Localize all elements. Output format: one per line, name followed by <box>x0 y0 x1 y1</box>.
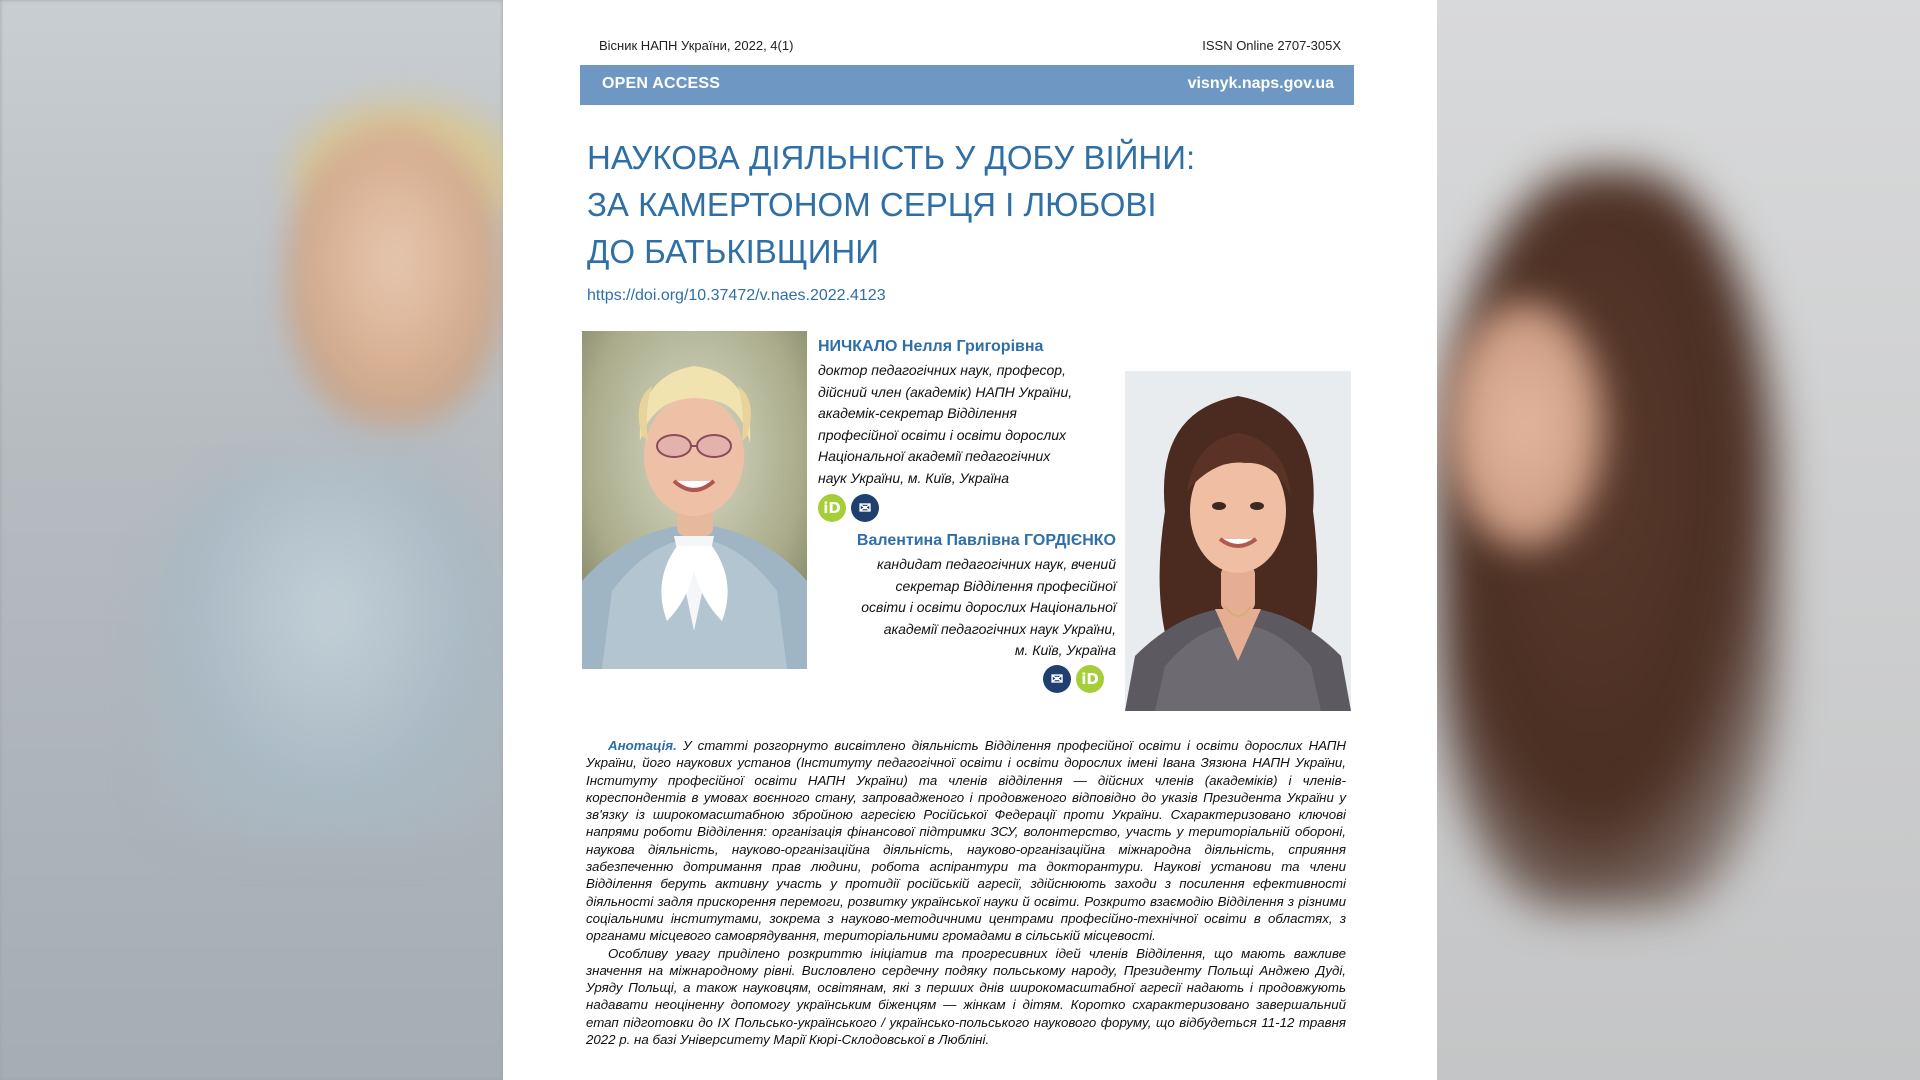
affiliation-line: академік-секретар Відділення <box>818 405 1017 421</box>
orcid-icon[interactable]: iD <box>1076 665 1104 693</box>
open-access-label: OPEN ACCESS <box>602 75 721 92</box>
abstract-paragraph-1 <box>586 737 1346 945</box>
background-blur-face-right <box>1445 300 1605 550</box>
author-photo-nychkalo <box>582 331 807 669</box>
abstract <box>586 737 1346 1048</box>
background-blur-face <box>285 125 505 425</box>
background-blur-hair-right <box>1440 170 1780 910</box>
affiliation-line: м. Київ, Україна <box>1014 642 1116 658</box>
affiliation-line: секретар Відділення професійної <box>895 577 1116 594</box>
author-name: НИЧКАЛО Нелля Григорівна <box>818 338 1044 355</box>
author-block-hordiienko <box>803 532 1116 662</box>
affiliation-line: дійсний член (академік) НАПН України, <box>818 383 1073 400</box>
title-line-2: ЗА КАМЕРТОНОМ СЕРЦЯ І ЛЮБОВІ <box>587 186 1157 223</box>
affiliation-line: професійної освіти і освіти дорослих <box>818 426 1067 443</box>
affiliation-line: освіти і освіти дорослих Національної <box>861 599 1116 615</box>
open-access-banner <box>580 65 1354 105</box>
doi-link[interactable]: https://doi.org/10.37472/v.naes.2022.4123 <box>587 287 886 304</box>
affiliation-line: наук України, м. Київ, Україна <box>818 469 1010 486</box>
abstract-paragraph-2: Особливу увагу приділено розкриттю ініціатив та прогресивних ідей членів Відділення, що мають важливе значення на міжнародному рівні. Висловлено сердечну подяку польському народу, Президенту Польщі Анджею Дуді, Уряду Польщі, а також науковцям, освітянам, які з перших днів широкомасштабної агресії надають і продовжують надавати неоціненну допомогу українським біженцям — жінкам і дітям. Коротко схарактеризовано завершальний етап підготовки до IX Польсько-українського / українсько-польського наукового форуму, що відбудеться 11-12 травня 2022 р. на базі Університету Марії Кюрі-Склодовської в Любліні. <box>586 945 1346 1048</box>
author-block-nychkalo <box>818 338 1118 489</box>
author-affiliation <box>818 360 1118 489</box>
orcid-icon[interactable]: iD <box>818 494 846 522</box>
title-line-1: НАУКОВА ДІЯЛЬНІСТЬ У ДОБУ ВІЙНИ: <box>587 139 1196 176</box>
journal-citation: Вісник НАПН України, 2022, 4(1) <box>599 38 794 53</box>
mail-icon[interactable]: ✉ <box>851 494 879 522</box>
portrait-illustration-2 <box>1125 371 1351 711</box>
author2-contact-icons <box>1043 665 1104 693</box>
background-blur-body <box>150 460 510 840</box>
author-name: Валентина Павлівна ГОРДІЄНКО <box>856 532 1116 549</box>
author-affiliation <box>803 554 1116 662</box>
author1-contact-icons <box>818 494 879 522</box>
journal-site-link[interactable]: visnyk.naps.gov.ua <box>1187 75 1334 92</box>
article-title <box>587 134 1287 275</box>
issn-label: ISSN Online 2707-305X <box>1202 38 1341 53</box>
title-line-3: ДО БАТЬКІВЩИНИ <box>587 233 879 270</box>
mail-icon[interactable]: ✉ <box>1043 665 1071 693</box>
abstract-label: Анотація. <box>608 738 677 753</box>
author-photo-hordiienko <box>1125 371 1351 711</box>
affiliation-line: кандидат педагогічних наук, вчений <box>877 556 1116 572</box>
abstract-text-1: У статті розгорнуто висвітлено діяльність Відділення професійної освіти і освіти дорослих НАПН України, його наукових установ (Інституту педагогічної освіти і освіти дорослих імені Івана Зязюна НАПН України, Інституту професійної освіти НАПН України) та членів відділення — дійсних членів (академіків) і членів-кореспондентів в умовах воєнного стану, запровадженого і продовженого відповідно до указів Президента України у зв'язку із широкомасштабною збройною агресією Російської Федерації проти України. Схарактеризовано ключові напрями роботи Відділення: організація фінансової підтримки ЗСУ, волонтерство, участь у територіальній обороні, наукова діяльність, науково-організаційна діяльність, науково-організаційна міжнародна діяльність, сприяння забезпеченню дотримання прав людини, робота аспірантури та докторантури. Наукові установи та члени Відділення беруть активну участь у протидії російській агресії, здійснюють заходи з посилення ефективності діяльності задля прискорення перемоги, розвитку української науки й освіти. Розкрито взаємодію Відділення з різними соціальними інститутами, зокрема з науково-методичними центрами професійно-технічної освіти в областях, з органами місцевого самоврядування, територіальними громадами в сільській місцевості. <box>586 738 1346 944</box>
affiliation-line: Національної академії педагогічних <box>818 448 1051 464</box>
affiliation-line: доктор педагогічних наук, професор, <box>818 362 1066 378</box>
affiliation-line: академії педагогічних наук України, <box>883 620 1116 637</box>
paper-page <box>503 0 1437 1080</box>
portrait-illustration-1 <box>582 331 807 669</box>
